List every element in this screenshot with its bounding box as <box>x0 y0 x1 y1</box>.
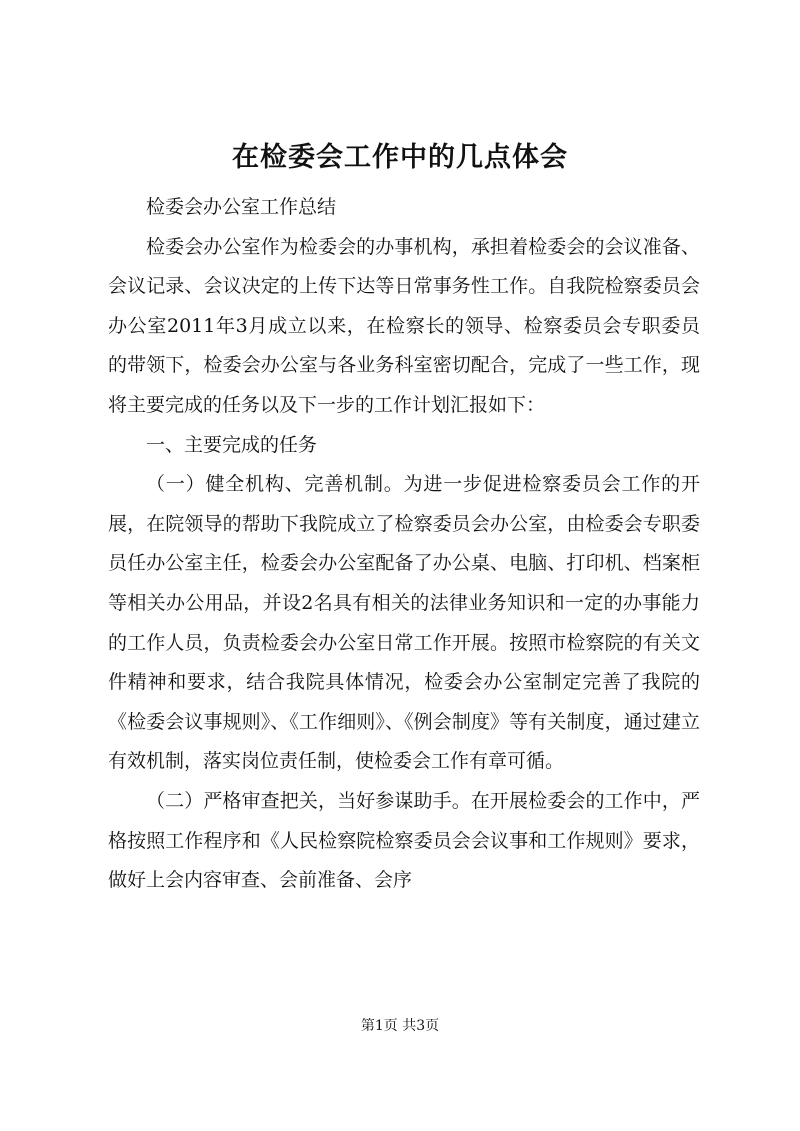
paragraph-intro: 检委会办公室作为检委会的办事机构，承担着检委会的会议准备、会议记录、会议决定的上传下达等日常事务性工作。自我院检察委员会办公室2011年3月成立以来，在检察长的领导、检察委员会专职委员的带领下，检委会办公室与各业务科室密切配合，完成了一些工作，现将主要完成的任务以及下一步的工作计划汇报如下： <box>108 235 700 416</box>
document-title: 在检委会工作中的几点体会 <box>232 142 568 173</box>
document-body <box>108 188 700 901</box>
section-heading: 一、主要完成的任务 <box>146 433 318 456</box>
document-subtitle: 检委会办公室工作总结 <box>146 196 337 218</box>
page-footer: 第1页 共3页 <box>360 1018 440 1034</box>
paragraph-item-1: （一）健全机构、完善机制。为进一步促进检察委员会工作的开展，在院领导的帮助下我院成立了检察委员会办公室，由检委会专职委员任办公室主任，检委会办公室配备了办公桌、电脑、打印机、档案柜等相关办公用品，并设2名具有相关的法律业务知识和一定的办事能力的工作人员，负责检委会办公室日常工作开展。按照市检察院的有关文件精神和要求，结合我院具体情况，检委会办公室制定完善了我院的《检委会议事规则》、《工作细则》、《例会制度》等有关制度，通过建立有效机制，落实岗位责任制，使检委会工作有章可循。 <box>108 473 700 773</box>
paragraph-item-2: （二）严格审查把关，当好参谋助手。在开展检委会的工作中，严格按照工作程序和《人民检察院检察委员会会议事和工作规则》要求，做好上会内容审查、会前准备、会序 <box>108 789 700 892</box>
